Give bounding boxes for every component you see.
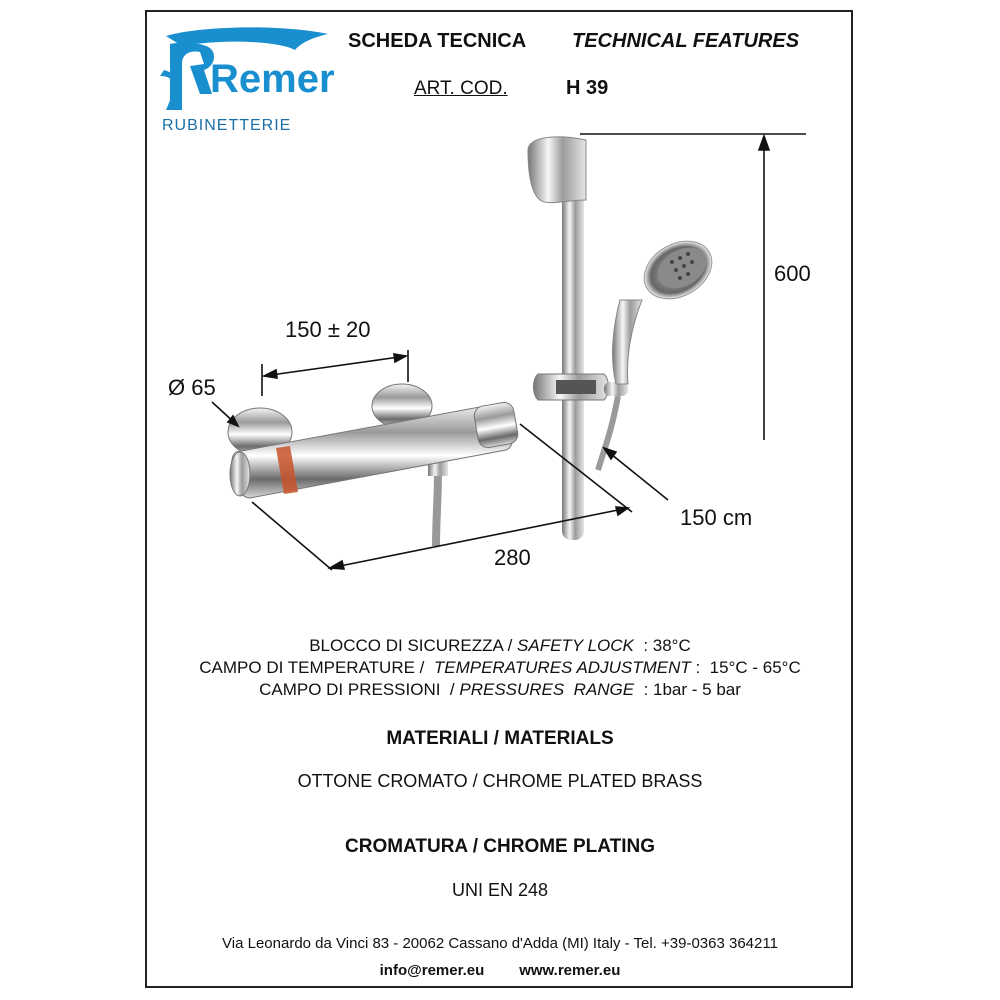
- logo-brand: Remer: [210, 57, 335, 101]
- logo-subtitle: RUBINETTERIE: [162, 117, 292, 134]
- mixer-hose: [436, 470, 438, 546]
- thermostatic-mixer: [228, 384, 519, 498]
- spec-safety-lock: BLOCCO DI SICUREZZA / SAFETY LOCK : 38°C: [309, 636, 691, 655]
- footer-contacts: [0, 962, 1000, 980]
- header-technical: TECHNICAL FEATURES: [572, 30, 800, 52]
- dim-diameter: Ø 65: [168, 375, 216, 400]
- materials-value: OTTONE CROMATO / CHROME PLATED BRASS: [297, 771, 703, 791]
- footer-email[interactable]: info@remer.eu: [379, 962, 485, 979]
- footer-website[interactable]: www.remer.eu: [519, 962, 621, 979]
- dim-spacing: 150 ± 20: [285, 317, 371, 342]
- spec-pressure: CAMPO DI PRESSIONI / PRESSURES RANGE : 1bar - 5 bar: [259, 680, 741, 699]
- plating-title: CROMATURA / CHROME PLATING: [345, 836, 655, 857]
- header-scheda: SCHEDA TECNICA: [348, 30, 527, 52]
- plating-value: UNI EN 248: [451, 880, 549, 900]
- dim-height: 600: [774, 261, 811, 286]
- hand-shower: [598, 229, 722, 470]
- dim-hose: 150 cm: [680, 505, 753, 530]
- materials-title: MATERIALI / MATERIALS: [386, 728, 614, 749]
- art-code: H 39: [566, 77, 609, 99]
- art-label: ART. COD.: [414, 78, 508, 99]
- spec-temperature: CAMPO DI TEMPERATURE / TEMPERATURES ADJUSTMENT : 15°C - 65°C: [199, 658, 801, 677]
- dim-length: 280: [494, 545, 531, 570]
- footer-address: Via Leonardo da Vinci 83 - 20062 Cassano d'Adda (MI) Italy - Tel. +39-0363 364211: [222, 935, 778, 952]
